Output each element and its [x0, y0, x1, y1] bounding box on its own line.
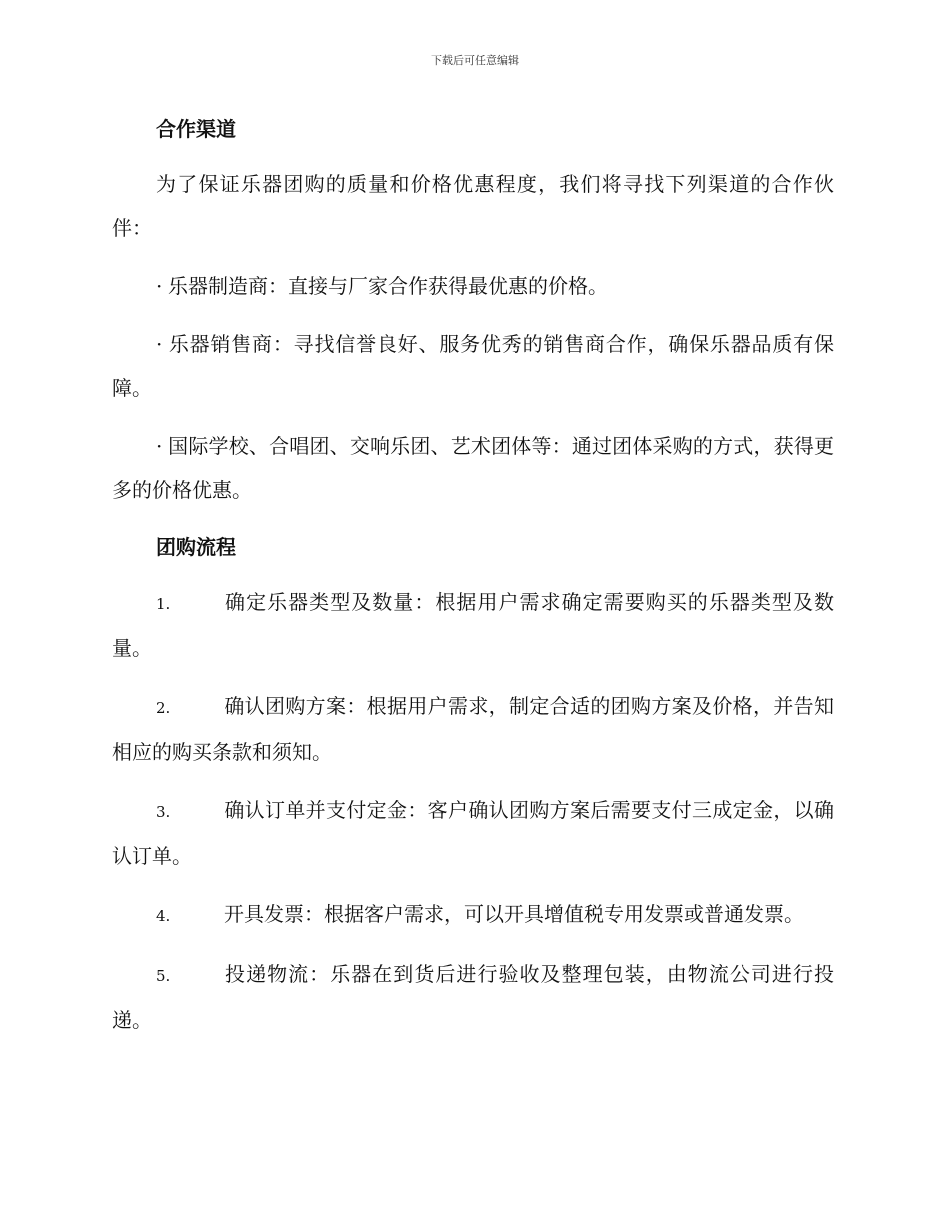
step-item [112, 952, 834, 1042]
step-item [112, 684, 834, 774]
document-body [112, 112, 834, 1056]
section-title-channels: 合作渠道 [156, 117, 236, 141]
section-title-process: 团购流程 [156, 535, 236, 559]
bullet-mark: · [156, 274, 163, 298]
list-item-text: 乐器销售商：寻找信誉良好、服务优秀的销售商合作，确保乐器品质有保障。 [112, 332, 834, 400]
list-item [112, 322, 834, 410]
bullet-mark: · [156, 332, 163, 356]
step-number: 3. [156, 803, 171, 821]
step-text: 开具发票：根据客户需求，可以开具增值税专用发票或普通发票。 [224, 902, 804, 926]
step-item [112, 580, 834, 670]
channels-intro: 为了保证乐器团购的质量和价格优惠程度，我们将寻找下列渠道的合作伙伴： [112, 172, 834, 240]
list-item [112, 264, 834, 308]
list-item-text: 乐器制造商：直接与厂家合作获得最优惠的价格。 [168, 274, 608, 298]
step-item [112, 788, 834, 878]
step-item [112, 892, 834, 938]
list-item [112, 424, 834, 512]
step-number: 1. [156, 595, 171, 613]
bullet-mark: · [156, 434, 163, 458]
step-text: 确定乐器类型及数量：根据用户需求确定需要购买的乐器类型及数量。 [112, 590, 834, 660]
step-number: 4. [156, 907, 171, 925]
page-header: 下载后可任意编辑 [431, 54, 519, 67]
step-text: 投递物流：乐器在到货后进行验收及整理包装，由物流公司进行投递。 [112, 962, 834, 1032]
step-number: 2. [156, 699, 171, 717]
step-number: 5. [156, 967, 171, 985]
list-item-text: 国际学校、合唱团、交响乐团、艺术团体等：通过团体采购的方式，获得更多的价格优惠。 [112, 434, 834, 502]
step-text: 确认团购方案：根据用户需求，制定合适的团购方案及价格，并告知相应的购买条款和须知。 [112, 694, 834, 764]
step-text: 确认订单并支付定金：客户确认团购方案后需要支付三成定金，以确认订单。 [112, 798, 834, 868]
